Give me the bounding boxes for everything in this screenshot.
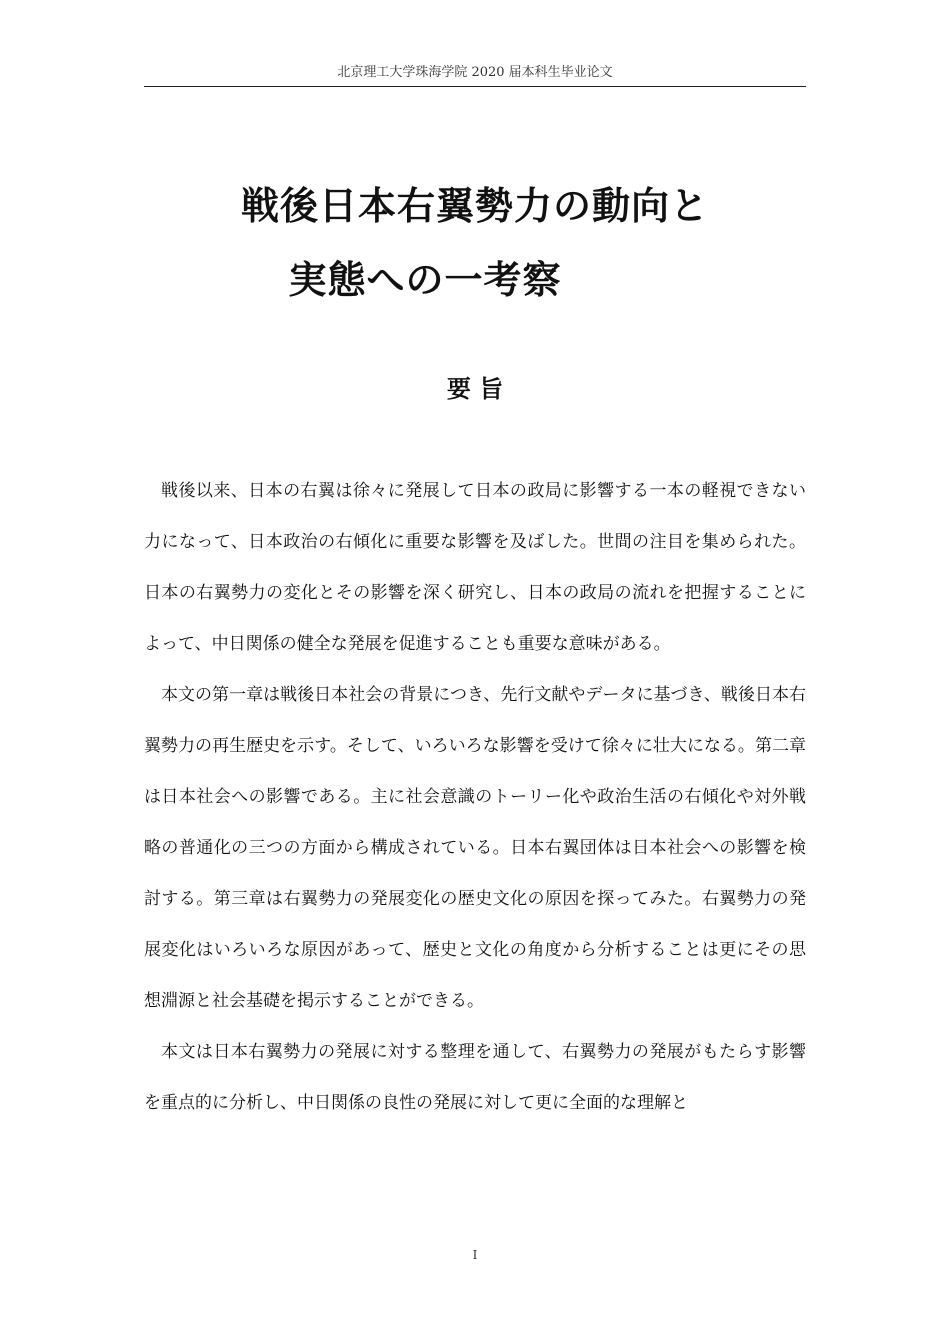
- running-header: 北京理工大学珠海学院 2020 届本科生毕业论文: [144, 64, 806, 87]
- abstract-heading: 要 旨: [446, 374, 504, 403]
- abstract-paragraph-2: 本文の第一章は戦後日本社会の背景につき、先行文献やデータに基づき、戦後日本右翼勢力の再生歴史を示す。そして、いろいろな影響を受けて徐々に壮大になる。第二章は日本社会への影響である。主に社会意識のトーリー化や政治生活の右傾化や対外戦略の普通化の三つの方面から構成されている。日本右翼団体は日本社会への影響を検討する。第三章は右翼勢力の発展変化の歴史文化の原因を探ってみた。右翼勢力の発展変化はいろいろな原因があって、歴史と文化の角度から分析することは更にその思想淵源と社会基礎を掲示することができる。: [144, 685, 806, 1011]
- title-line-1: 戦後日本右翼勢力の動向と: [240, 183, 709, 228]
- title-line-2: 実態への一考察: [288, 257, 562, 302]
- abstract-paragraph-1: 戦後以来、日本の右翼は徐々に発展して日本の政局に影響する一本の軽視できない力になって、日本政治の右傾化に重要な影響を及ばした。世間の注目を集められた。日本の右翼勢力の変化とその影響を深く研究し、日本の政局の流れを把握することによって、中日関係の健全な発展を促進することも重要な意味がある。: [144, 481, 806, 654]
- page-number: I: [472, 1248, 478, 1262]
- abstract-paragraph-3: 本文は日本右翼勢力の発展に対する整理を通して、右翼勢力の発展がもたらす影響を重点的に分析し、中日関係の良性の発展に対して更に全面的な理解と: [144, 1042, 806, 1113]
- abstract-body: [144, 466, 806, 1129]
